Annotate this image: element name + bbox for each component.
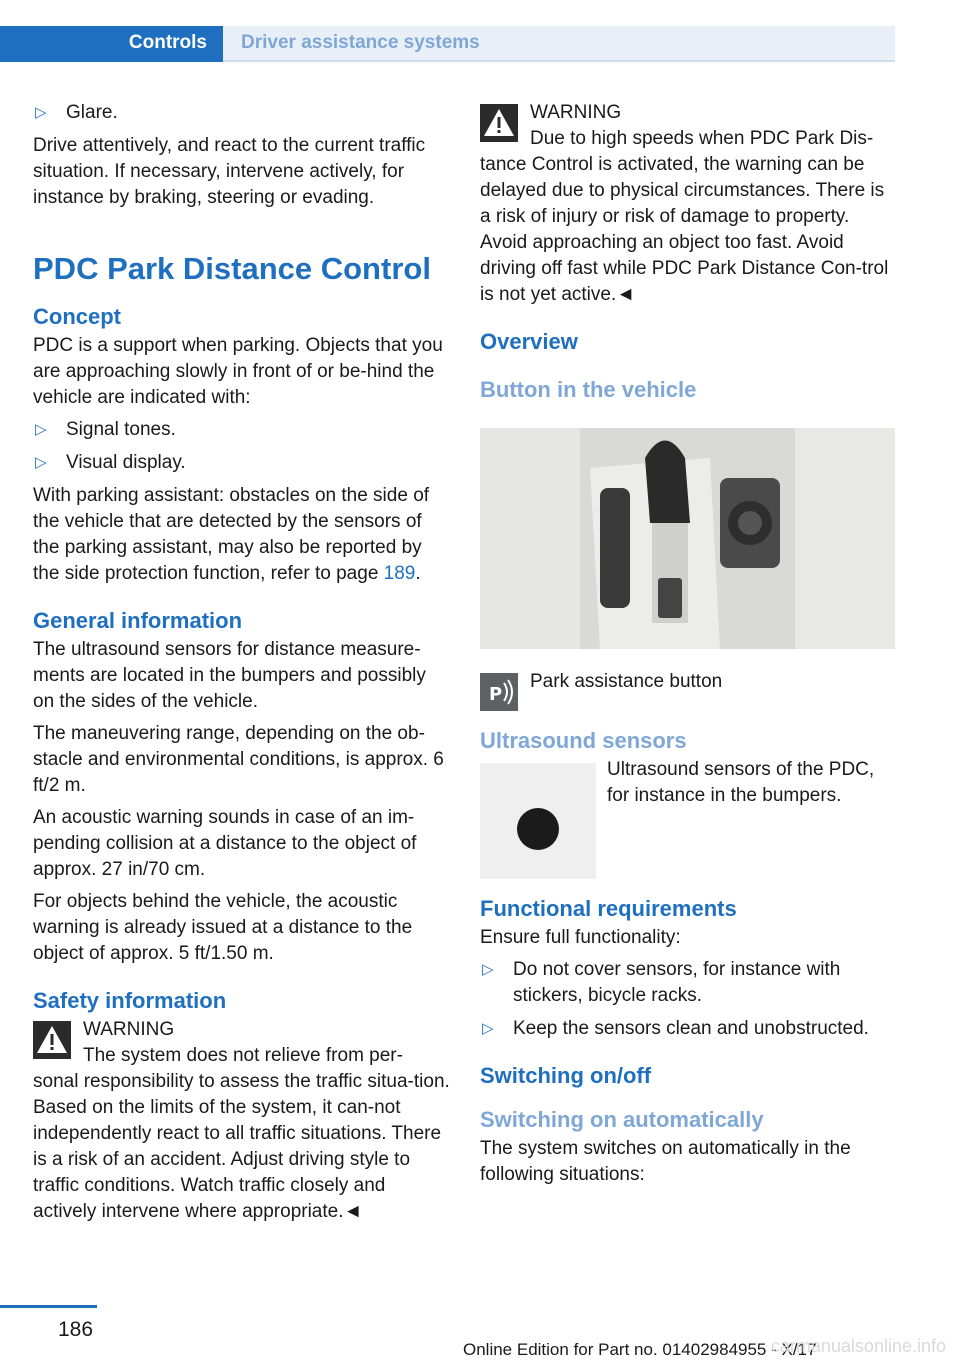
triangle-right-icon: ▷ bbox=[482, 961, 494, 978]
concept-heading: Concept bbox=[33, 304, 121, 329]
list-item-text: Glare. bbox=[66, 102, 118, 123]
warning-first-line: The system does not relieve from per‐ bbox=[83, 1045, 403, 1066]
sensor-block bbox=[480, 757, 895, 875]
list-item-text: Do not cover sensors, for instance with stickers, bicycle racks. bbox=[513, 959, 841, 1006]
switching-heading: Switching on/off bbox=[480, 1063, 652, 1088]
parking-assistant-paragraph bbox=[33, 483, 451, 587]
caption-row bbox=[480, 669, 895, 713]
warning-block bbox=[33, 1017, 451, 1225]
page-link[interactable]: 189 bbox=[383, 563, 416, 584]
intro-paragraph: Drive attentively, and react to the current traffic situation. If necessary, intervene actively, for instance by braking, steering or evading. bbox=[33, 135, 426, 208]
right-column bbox=[480, 100, 895, 1194]
sensor-image bbox=[480, 763, 596, 879]
ultrasound-heading: Ultrasound sensors bbox=[480, 728, 687, 753]
general-paragraph-3: An acoustic warning sounds in case of an im‐pending collision at a distance to the object of approx. 27 in/70 cm. bbox=[33, 807, 417, 880]
warning-triangle-icon bbox=[480, 104, 518, 142]
warning-first-line: Due to high speeds when PDC Park Dis‐ bbox=[530, 128, 874, 149]
parking-text-end: . bbox=[415, 563, 421, 584]
functional-requirements-heading: Functional requirements bbox=[480, 896, 737, 921]
general-paragraph-4: For objects behind the vehicle, the acoustic warning is already issued at a distance to the object of approx. 5 ft/1.50 m. bbox=[33, 891, 413, 964]
functional-paragraph: Ensure full functionality: bbox=[480, 927, 681, 948]
sensor-description: Ultrasound sensors of the PDC, for instance in the bumpers. bbox=[607, 759, 875, 806]
button-heading: Button in the vehicle bbox=[480, 377, 697, 402]
parking-text: With parking assistant: obstacles on the side of the vehicle that are detected by the sensors of the parking assistant, may also be reported by the side protection function, refer to page bbox=[33, 485, 430, 584]
caption-text: Park assistance button bbox=[530, 671, 723, 692]
safety-info-heading: Safety information bbox=[33, 988, 227, 1013]
sensor-dot bbox=[517, 808, 559, 850]
list-item bbox=[480, 1016, 895, 1042]
list-item-text: Visual display. bbox=[66, 452, 186, 473]
warning-label: WARNING bbox=[530, 102, 622, 123]
tab-controls-label: Controls bbox=[128, 32, 207, 53]
tab-section-label: Driver assistance systems bbox=[241, 32, 480, 53]
warning-text: tance Control is activated, the warning can be delayed due to physical circumstances. There is a risk of injury or risk of damage to property. Avoid approaching an object too fast. Avoid driving off fast while PDC Park Distance Con‐trol is not yet active.◄ bbox=[480, 154, 889, 305]
warning-label: WARNING bbox=[83, 1019, 175, 1040]
general-paragraph-2: The maneuvering range, depending on the ob‐stacle and environmental conditions, is approx. 6 ft/2 m. bbox=[33, 723, 444, 796]
concept-paragraph: PDC is a support when parking. Objects that you are approaching slowly in front of or be‐hind the vehicle are indicated with: bbox=[33, 335, 443, 408]
page-title: PDC Park Distance Control bbox=[33, 251, 431, 286]
list-item-text: Signal tones. bbox=[66, 419, 176, 440]
page-number: 186 bbox=[58, 1318, 94, 1341]
warning-block bbox=[480, 100, 895, 308]
triangle-right-icon: ▷ bbox=[35, 421, 47, 438]
page-header bbox=[0, 0, 895, 62]
center-console-photo bbox=[480, 428, 895, 649]
tab-driver-assistance bbox=[223, 26, 895, 62]
list-item bbox=[33, 450, 451, 476]
general-paragraph-1: The ultrasound sensors for distance measure‐ments are located in the bumpers and possibly on the sides of the vehicle. bbox=[33, 639, 426, 712]
overview-heading: Overview bbox=[480, 329, 578, 354]
auto-switch-heading: Switching on automatically bbox=[480, 1107, 764, 1132]
park-assist-icon bbox=[480, 673, 518, 711]
auto-switch-paragraph: The system switches on automatically in the following situations: bbox=[480, 1138, 851, 1185]
list-item-text: Keep the sensors clean and unobstructed. bbox=[513, 1018, 869, 1039]
triangle-right-icon: ▷ bbox=[482, 1020, 494, 1037]
watermark: carmanualsonline.info bbox=[770, 1336, 946, 1356]
footer-rule bbox=[0, 1305, 97, 1308]
tab-controls bbox=[0, 26, 223, 62]
general-info-heading: General information bbox=[33, 608, 243, 633]
warning-triangle-icon bbox=[33, 1021, 71, 1059]
list-item bbox=[480, 957, 895, 1009]
edition-text: Online Edition for Part no. 01402984955 - X/17 bbox=[463, 1340, 817, 1359]
svg-text:P: P bbox=[489, 684, 503, 705]
list-item bbox=[33, 100, 451, 126]
warning-text: sonal responsibility to assess the traffic situa‐tion. Based on the limits of the system, it can‐not independently react to all traffic situations. There is a risk of an accident. Adjust driving style to traffic conditions. Watch traffic closely and actively intervene where appropriate.◄ bbox=[33, 1071, 450, 1222]
list-item bbox=[33, 417, 451, 443]
left-column bbox=[33, 100, 451, 1231]
triangle-right-icon: ▷ bbox=[35, 104, 47, 121]
triangle-right-icon: ▷ bbox=[35, 454, 47, 471]
